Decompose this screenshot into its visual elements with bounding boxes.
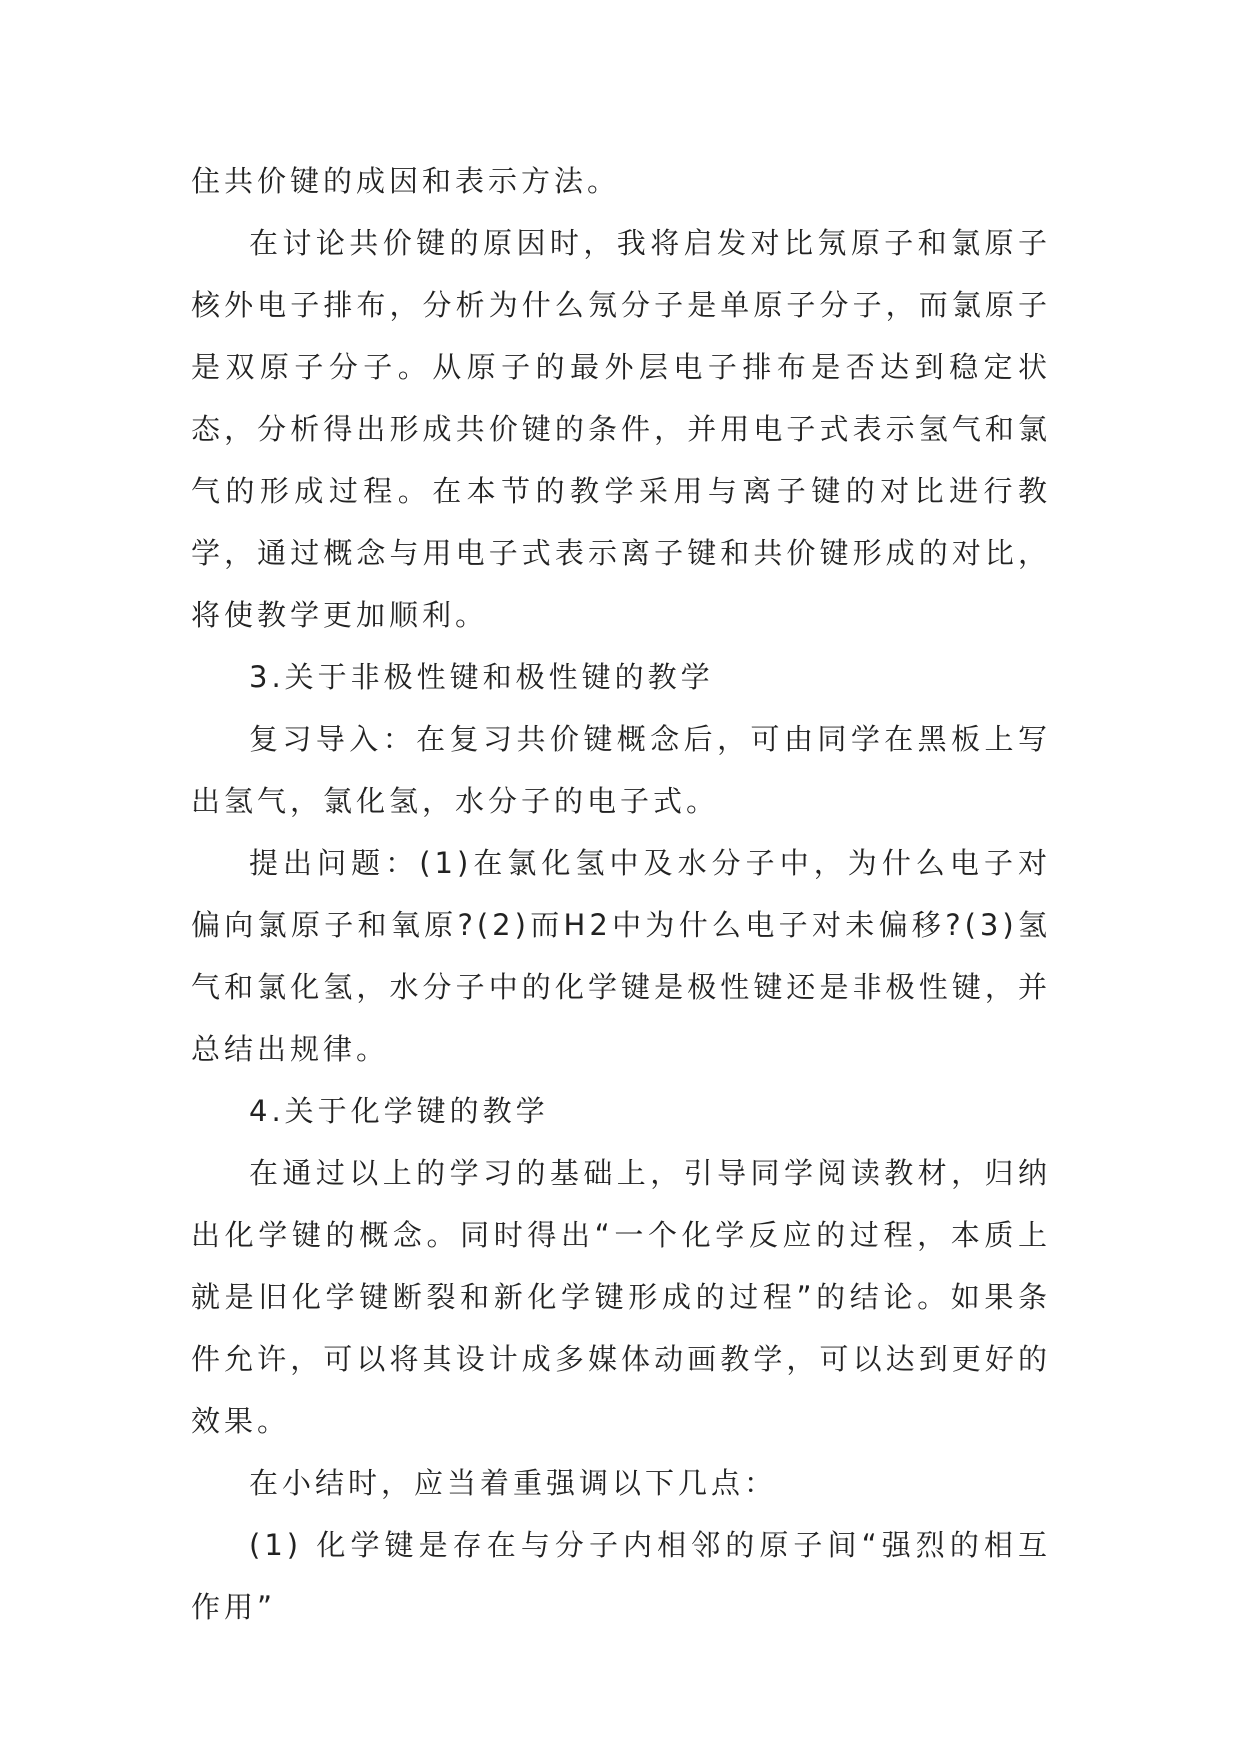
paragraph-summary-point-1: (1) 化学键是存在与分子内相邻的原子间“强烈的相互作用”	[191, 1528, 1051, 1624]
paragraph-chemical-bond-concept: 在通过以上的学习的基础上，引导同学阅读教材，归纳出化学键的概念。同时得出“一个化学反应的过程，本质上就是旧化学键断裂和新化学键形成的过程”的结论。如果条件允许，可以将其设计成多媒体动画教学，可以达到更好的效果。	[191, 1156, 1051, 1438]
paragraph-questions: 提出问题：(1)在氯化氢中及水分子中，为什么电子对偏向氯原子和氧原?(2)而H2中为什么电子对未偏移?(3)氢气和氯化氢，水分子中的化学键是极性键还是非极性键，并总结出规律。	[191, 846, 1051, 1066]
paragraph-continuation: 住共价键的成因和表示方法。	[191, 164, 621, 198]
paragraph-review-intro: 复习导入：在复习共价键概念后，可由同学在黑板上写出氢气，氯化氢，水分子的电子式。	[191, 722, 1051, 818]
section-heading-polar-bonds: 3.关于非极性键和极性键的教学	[249, 660, 714, 694]
paragraph-summary-intro: 在小结时，应当着重强调以下几点：	[249, 1466, 778, 1500]
paragraph-covalent-bond-discussion: 在讨论共价键的原因时，我将启发对比氖原子和氯原子核外电子排布，分析为什么氖分子是单原子分子，而氯原子是双原子分子。从原子的最外层电子排布是否达到稳定状态，分析得出形成共价键的条件，并用电子式表示氢气和氯气的形成过程。在本节的教学采用与离子键的对比进行教学，通过概念与用电子式表示离子键和共价键形成的对比，将使教学更加顺利。	[191, 226, 1051, 632]
document-page	[191, 150, 1051, 1638]
section-heading-chemical-bond: 4.关于化学键的教学	[249, 1094, 549, 1128]
